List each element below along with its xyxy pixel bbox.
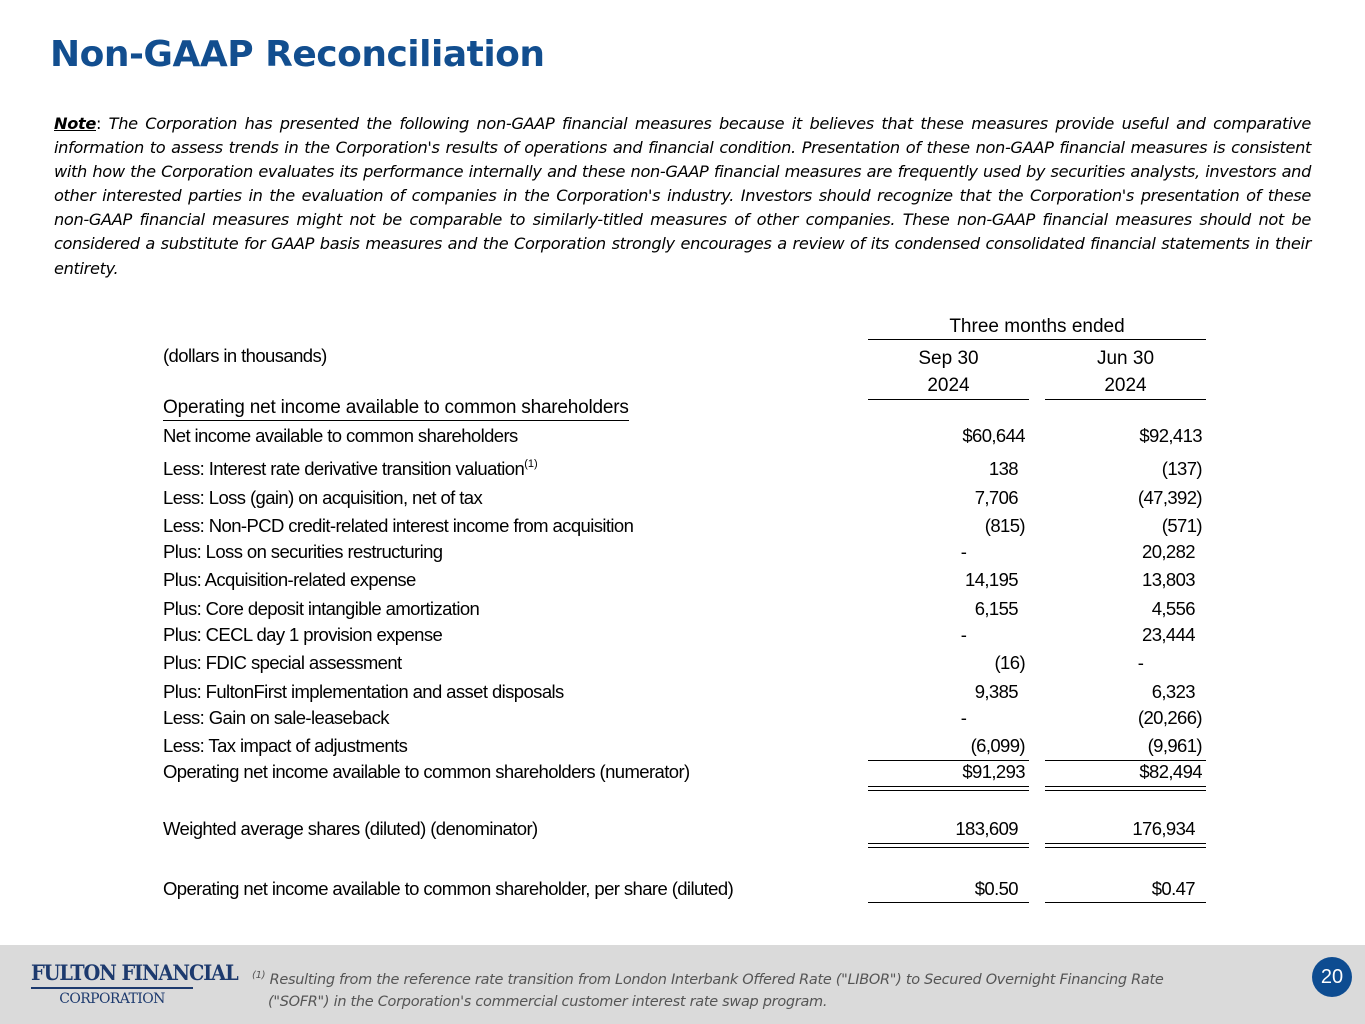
table-row: [163, 735, 1207, 759]
column-header-sep-2024: [868, 345, 1029, 400]
footnote: [252, 965, 1262, 1013]
footnote-marker: (1): [252, 970, 266, 981]
disclaimer-note: [54, 112, 1311, 281]
row-label: Plus: CECL day 1 provision expense: [163, 624, 443, 645]
value-jun-2024: (137): [1161, 458, 1202, 479]
table-row-per-share: [163, 878, 1207, 902]
row-label: Plus: Core deposit intangible amortization: [163, 598, 480, 619]
double-rule: [1045, 786, 1206, 787]
double-rule: [1045, 847, 1206, 848]
footnote-ref: (1): [524, 458, 538, 470]
column-header-line1: Sep 30: [918, 348, 979, 369]
row-label: Less: Non-PCD credit-related interest income from acquisition: [163, 515, 634, 536]
value-jun-2024: 4,556: [1151, 598, 1195, 619]
table-row: [163, 707, 1207, 731]
period-header: Three months ended: [868, 316, 1206, 340]
row-label: Less: Gain on sale-leaseback: [163, 707, 389, 728]
row-label: [163, 458, 538, 480]
logo-line2: CORPORATION: [59, 991, 165, 1007]
column-header-line2: 2024: [927, 375, 970, 396]
value-jun-2024: 6,323: [1151, 681, 1195, 702]
value-sep-2024: 14,195: [965, 569, 1018, 590]
value-jun-2024: -: [1137, 652, 1144, 673]
value-jun-2024: (571): [1161, 515, 1202, 536]
company-logo: [31, 960, 238, 1007]
column-header-line1: Jun 30: [1096, 348, 1155, 369]
double-rule: [868, 843, 1029, 844]
value-jun-2024: 20,282: [1142, 541, 1195, 562]
double-rule: [1045, 843, 1206, 844]
table-row: [163, 515, 1207, 539]
value-sep-2024: -: [960, 541, 967, 562]
value-sep-2024: 9,385: [974, 681, 1018, 702]
value-sep-2024: $91,293: [962, 761, 1025, 782]
row-label: Operating net income available to common shareholders (numerator): [163, 761, 690, 782]
section-title: Operating net income available to common shareholders: [163, 396, 629, 421]
value-jun-2024: 23,444: [1142, 624, 1195, 645]
value-jun-2024: $92,413: [1139, 425, 1202, 446]
table-row: [163, 487, 1207, 511]
row-label: Less: Loss (gain) on acquisition, net of tax: [163, 487, 483, 508]
value-sep-2024: (6,099): [970, 735, 1025, 756]
table-row: [163, 624, 1207, 648]
value-jun-2024: 13,803: [1142, 569, 1195, 590]
value-sep-2024: -: [960, 624, 967, 645]
row-label: Weighted average shares (diluted) (denominator): [163, 818, 538, 839]
row-label: Operating net income available to common shareholder, per share (diluted): [163, 878, 734, 899]
units-label: (dollars in thousands): [163, 345, 327, 366]
value-jun-2024: (20,266): [1137, 707, 1202, 728]
value-sep-2024: -: [960, 707, 967, 728]
value-sep-2024: (815): [984, 515, 1025, 536]
row-label: Plus: Loss on securities restructuring: [163, 541, 443, 562]
value-jun-2024: $82,494: [1139, 761, 1202, 782]
table-row: [163, 598, 1207, 622]
row-label: Plus: FDIC special assessment: [163, 652, 402, 673]
value-jun-2024: (9,961): [1147, 735, 1202, 756]
table-row: [163, 541, 1207, 565]
value-jun-2024: (47,392): [1137, 487, 1202, 508]
value-sep-2024: (16): [994, 652, 1025, 673]
note-colon: :: [96, 114, 102, 133]
double-rule: [1045, 790, 1206, 791]
table-row: [163, 652, 1207, 676]
table-row-total: [163, 761, 1207, 785]
table-row: [163, 425, 1207, 449]
logo-line1: FULTON FINANCIAL: [31, 960, 238, 985]
footnote-line2: ("SOFR") in the Corporation's commercial customer interest rate swap program.: [268, 994, 828, 1010]
bottom-rule: [868, 902, 1029, 903]
note-label: Note: [54, 114, 96, 133]
row-label: Plus: FultonFirst implementation and asset disposals: [163, 681, 564, 702]
row-label-text: Less: Interest rate derivative transition valuation: [163, 458, 525, 479]
footnote-line1: Resulting from the reference rate transition from London Interbank Offered Rate ("LIBOR") to Secured Overnight Financing Rate: [265, 972, 1164, 988]
row-label: Plus: Acquisition-related expense: [163, 569, 416, 590]
value-sep-2024: 183,609: [955, 818, 1018, 839]
value-jun-2024: $0.47: [1151, 878, 1195, 899]
value-sep-2024: $60,644: [962, 425, 1025, 446]
row-label: Less: Tax impact of adjustments: [163, 735, 408, 756]
logo-divider: [31, 987, 193, 989]
page-title: Non-GAAP Reconciliation: [50, 34, 545, 75]
double-rule: [868, 786, 1029, 787]
table-row: [163, 569, 1207, 593]
bottom-rule: [1045, 902, 1206, 903]
table-row: [163, 458, 1207, 482]
double-rule: [868, 847, 1029, 848]
column-header-jun-2024: [1045, 345, 1206, 400]
table-row: [163, 681, 1207, 705]
value-sep-2024: 138: [988, 458, 1018, 479]
row-label: Net income available to common shareholders: [163, 425, 518, 446]
double-rule: [868, 790, 1029, 791]
value-jun-2024: 176,934: [1132, 818, 1195, 839]
value-sep-2024: 6,155: [974, 598, 1018, 619]
page-number-badge: 20: [1312, 957, 1352, 997]
note-text: The Corporation has presented the following non-GAAP financial measures because it believes that these measures provide useful and comparative information to assess trends in the Corporation's results of operations and financial condition. Presentation of these non-GAAP financial measures is consistent with how the Corporation evaluates its performance internally and these non-GAAP financial measures are frequently used by securities analysts, investors and other interested parties in the evaluation of companies in the Corporation's industry. Investors should recognize that the Corporation's presentation of these non-GAAP financial measures might not be comparable to similarly-titled measures of other companies. These non-GAAP financial measures should not be considered a substitute for GAAP basis measures and the Corporation strongly encourages a review of its condensed consolidated financial statements in their entirety.: [54, 114, 1311, 278]
value-sep-2024: $0.50: [974, 878, 1018, 899]
column-header-line2: 2024: [1104, 375, 1147, 396]
value-sep-2024: 7,706: [974, 487, 1018, 508]
table-row-shares: [163, 818, 1207, 842]
footer-bar: [0, 945, 1365, 1024]
